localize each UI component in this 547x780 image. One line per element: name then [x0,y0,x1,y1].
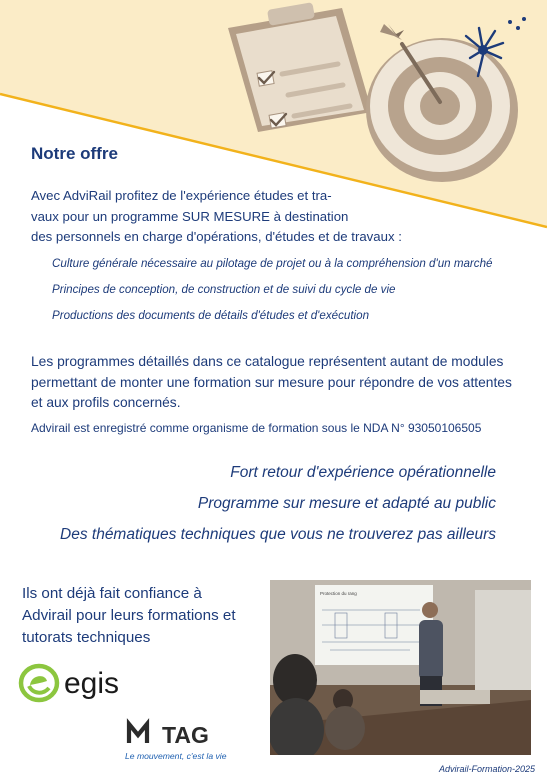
mtag-tagline: Le mouvement, c'est la vie [125,751,227,761]
trust-line: tutorats techniques [22,629,151,646]
mtag-wordmark: TAG [162,722,209,748]
trust-statement [22,583,236,649]
intro-line: vaux pour un programme SUR MESURE à destination [31,208,349,224]
highlight: Des thématiques techniques que vous ne trouverez pas ailleurs [60,526,496,543]
programs-line: permettant de monter une formation sur mesure pour répondre de vos attentes [31,374,512,390]
programs-line: Les programmes détaillés dans ce catalogue représentent autant de modules [31,354,504,369]
offer-bullet: Culture générale nécessaire au pilotage de projet ou à la compréhension d'un marché [52,257,493,270]
programs-line: et aux profils concernés. [31,395,181,410]
trust-line: Ils ont déjà fait confiance à [22,585,202,602]
offer-bullet: Productions des documents de détails d'études et d'exécution [52,309,370,322]
highlight: Programme sur mesure et adapté au public [197,495,496,512]
offer-bullet: Principes de conception, de construction et de suivi du cycle de vie [52,283,396,296]
footer-label: Advirail-Formation-2025 [438,764,535,774]
egis-wordmark: egis [64,667,120,700]
programs-paragraph [31,352,512,414]
intro-line: des personnels en charge d'opérations, d'études et de travaux : [31,229,402,244]
slide-title: Protection du rang [320,591,357,596]
intro-text [31,186,402,248]
egis-logo [17,661,129,705]
highlight: Fort retour d'expérience opérationnelle [230,464,496,481]
trust-line: Advirail pour leurs formations et [22,607,236,624]
nda-statement: Advirail est enregistré comme organisme de formation sous le NDA N° 93050106505 [31,421,482,435]
mtag-logo [125,716,245,764]
intro-line: Avec AdviRail profitez de l'expérience études et tra- [31,188,332,203]
training-photo [270,580,531,755]
page-heading: Notre offre [31,144,118,163]
